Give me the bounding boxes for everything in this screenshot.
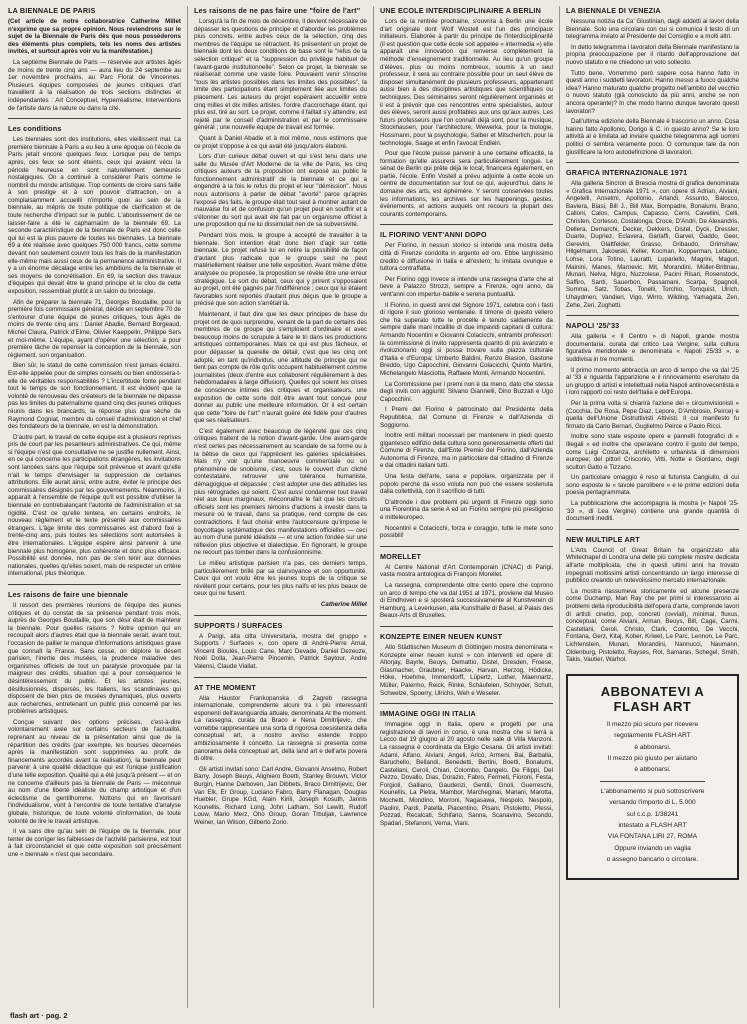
ad-detail-line: sul c.c.p. 1/38241 bbox=[626, 810, 679, 818]
author-signature: Catherine Millet bbox=[320, 600, 367, 608]
article-paragraph: C'est également avec beaucoup de légèreté que ces cinq critiques traitent de la notion d'avant-garde. Une avant-garde n'est certes pas nécessairement au scandale de sa forme ou à la bêtise de ceux qui l'apprécient les galeries spécialisées. Mais n'y voir qu'une manoeuvre commerciale ou un phénomène de snobisme, c'est, sous le couvert d'un cliché contestataire, retrouver une tolérance humaniste, démagogique et dépassée ; c'est adopter une des attitudes les plus rétrogrades qui soient. C'est aussi condamner tout travail réel aux lieux marginaux, méconnaître le fait que les circuits officiels sont les premiers témoins d'actions à investir dans la mesure où le travail, dans sa pratique, rend compte de ces contradictions. Il faut choisir entre l'autocensure qu'impose le boycottage systématique des manifestations officielles — ceci au nom d'une pureté idéaliste — et une action fondée sur une réflexion plus objective et dialectique. En l'ignorant, le groupe ne recourt pas tomber dans la confusionnisme. bbox=[194, 427, 367, 557]
ad-line: è abbonarsi. bbox=[634, 743, 671, 751]
ad-line: Il mezzo più sicuro per ricevere bbox=[606, 720, 699, 728]
ad-detail-line: o assegno bancario o circolare. bbox=[606, 856, 699, 864]
article-paragraph: I Premi del Fiorino è patrocinato dal Presidente della Repubblica, dal Comune di Firenze e dall'Azienda di Soggiorno. bbox=[380, 406, 553, 429]
section-rule bbox=[380, 703, 553, 704]
article-heading: IMMAGINE OGGI IN ITALIA bbox=[380, 709, 476, 719]
section-rule bbox=[194, 615, 367, 616]
article-heading: Les raisons de ne pas faire une "foire de l'art" bbox=[194, 6, 361, 15]
column-3 bbox=[380, 6, 553, 1008]
ad-divider bbox=[600, 781, 704, 782]
article-paragraph: Un particolare omaggio è reso al futurista Cangiullo, di cui sono esposte le « tavole parolibere » e le prime edizioni della poesia pentagrammata. bbox=[566, 474, 739, 497]
article-paragraph: (Cet article de notre collaboratrice Catherine Millet n'exprime que sa propre opinion. Nous reviendrons sur le sujet de la Biennale de Paris dès que nous possèderons des éléments plus complets, tels les noms des artistes invités, et surtout après voir vu la manifestation.) bbox=[8, 18, 181, 56]
article-paragraph: Per Fiorino oggi invece si intende una rassegna d'arte che al tieve a Palazzo Strozzi, sempre a Firenze, ogni anno, da vent'anni con impertur-babile e serena puntualità. bbox=[380, 275, 553, 298]
article-paragraph: Per la prima volta si chiarirà l'azione dei « circumvisionisti » (Cocchia, De Rosa, Pepe Diaz, Lepore, D'Ambrosio, Peirce) e quella dell'Unione Distruttivisti Attivisti. Il cui manifesto fu firmato da Carlo Bernari, Guglielmo Peirce e Paolo Ricci. bbox=[566, 399, 739, 430]
article-paragraph: Una festa dell'arte, sana e popolare, organizzata per il popolo perchè da esso voluta non può che essere sostenuta dalla collettività, con il sacrificio di tutti. bbox=[380, 473, 553, 496]
article-paragraph: A Parigi, alla citta Universitaria, mostra del gruppo « Supports / Surfaces », con opere di André-Pierre Arnal, Vincent Bioulès, Louis Cane, Marc Devade, Daniel Dezeuze, Noël Dolla, Jean-Pierre Pincemin, Patrick Saytour, André Valensi, Claude Viallat. bbox=[194, 632, 367, 670]
article-paragraph: Alla galleria Sincron di Brescia mostra di grafica denominata « Grafica Internazionale 1971 », con opere di Adrian, Alviani, Angelelli, Anselmi, Apollonio, Arlandi, Assunto, Balocco, Baviera, Biasi, Bill J., Bill Max, Bompadre, Bonalumi, Brano, Calloni, Calos, Campus, Capasso, Cerni, Cavellini, Celli, Christen, Cortesso, Costalonga, Croce, D'Andri, De Alexandris, Dellera, Demarchi, Decker, Dekkers, Distel, Dyck, Dressler, Duarte, Dupriez, Eclavera, Garlaffi, Garvel, Gaddo, Geer, Gerevini, Glattfelder, Grasso, Gribaudo, Grimshaw, Hilgelmann, Jakowski, Keller, Kocman, Kopperman, Leblanc, Lohse, Lora Totino, Lauratti, Lupariello, Magrini, Maguri, Mainini, Manes, Marnevic, Mit, Morandini, Müller-Brittnau, Munari, Nelva, Nigro, Nuzzolese, Pacini Risari, Rosenstock, Saffiro, Santi, Sauerbon, Passamani, Scarpa, Spagnoli, Summa, Satz, Tobas, Tonelli, Torchio, Tornquist, Ulrich, Uhaydmen, Vandieri, Vigo, Wirro, Wilding, Yamagata, Zen, Zehe, Zeri, Zughetti. bbox=[566, 180, 739, 309]
article-paragraph: Maintenant, il faut dire que les deux principes de base du projet ont de quoi surprendre, venant de la part de certains des membres de ce groupe qui s'emploient d'ordinaire et avec beaucoup moins de scrupule à faire le tri dans les productions artistiques contemporaines. Mais ce qui est plus fâcheux, et pour dépasser la querelle de détail, c'est que les cinq ont adopté, en tant qu'individus, une attitude de principe qui ne tient pas compte de rôle qu'ils occupent habituellement comme journalistes (deux d'entre eux collaborent régulièrement à des hebdomadaires à large diffusion). Quelles qui soient les crises de conscience intimes des critiques et organisateurs, une exposition de cette sorte doit être avant tout conçue pour donner au public une meilleure information. Or il est certain que cette "foire de l'art" n'aurait guère été fidèle pour d'autres que ses réalisateurs. bbox=[194, 310, 367, 425]
article-paragraph: La Commissione per i premi non è da meno, dato che stessa degli inviti con aggiunti: Silvano Giannelli, Dino Buzzati e Ugo Capocchini. bbox=[380, 380, 553, 403]
section-rule bbox=[566, 162, 739, 163]
article-heading: Les raisons de faire une biennale bbox=[8, 589, 129, 599]
article-heading: AT THE MOMENT bbox=[194, 682, 256, 692]
article-paragraph: Tutto bene. Vorremmo però sapere cosa hanno fatto in questi anno i suddetti lavoratori. Hanno messo a fuoco qualche idea? Hanno maturato qualche progetto nell'ambito del vecchio o nuovo statuto (già conosciuto da più anni, anche se non ancora operante)? In che modo hanno dunque lavorato questi lavoratori? bbox=[566, 69, 739, 115]
article-paragraph: Alla Haustor Frankopanska di Zagreb rassegna internazionale, comprendente alcuni tra i più interessanti esponenti dell'avanguardia attuale, denominata At the moment. La rassegna, curata da Braco e Nena Dimitrijevic, che vorrebbe rappresentare una sorta di rigorosa coesistenza della conceptual art, a nostro avviso estende troppo ambiziosamente il concetto. La rassegna si presenta come panorama della conceptual art, della land art e dell'arte povera di oltre. bbox=[194, 694, 367, 763]
section-rule bbox=[194, 677, 367, 678]
column-1 bbox=[8, 6, 181, 1008]
article-paragraph: Per Fiorino, in nessun storico si intende una mostra della città di Firenze condotta in argento ed oro. Ebbe larghissimo credito e diffusione in Italia e all'estero; fu imitata ovunque e tuttora contraffatta. bbox=[380, 242, 553, 273]
article-heading: IL FIORINO VENT'ANNI DOPO bbox=[380, 230, 487, 240]
article-paragraph: Allo Städtischen Museum di Göttingen mostra denominata « Konzepte einer neuen kunst » con interventi ed opere di: Altorjay, Bayrle, Beuys, Demattio, Distel, Dresden, Froese, Glasmacher, Graubner, Haacke, Harvan, Herzog, Hödicke, Höke, Hoehme, Immendorff, Lüpertz, Luther, Maennartz, Müller, Palermo, Reick, Rinke, Schäufelen, Schnyder, Schult, Schwelze, Spoerry, Ulrichs, Weh e Weseler. bbox=[380, 643, 553, 697]
section-rule bbox=[380, 546, 553, 547]
ad-detail-line: VIA FONTANA LIRI 27, ROMA bbox=[607, 833, 698, 841]
ad-line: è abbonarsi. bbox=[634, 766, 671, 774]
article-paragraph: Lors d'un curieux débat ouvert et qui s'est tenu dans une salle du Musée d'Art Moderne de la ville de Paris, les cinq critiques auteurs de la proposition ont exposé au public le fonctionnement administratif de la biennale et ce qui a engendré à la fois le refus du projet et leur "démission". Nous nous autorisons à parler de débat "avorté" parce qu'après l'exposé des faits, le groupe était tout seul à montrer autant de mauvaise foi et de confusion qu'un projet peut en souffrir et à s'étonner du sort qui avait été fait par un organisme officiel à une proposition qui ne lui dissimulait rien de sa subversivité. bbox=[194, 153, 367, 229]
ad-detail-line: Oppure inviando un vaglia bbox=[614, 844, 691, 852]
article-heading: GRAFICA INTERNAZIONALE 1971 bbox=[566, 168, 688, 178]
article-paragraph: Conçue suivant des options précises, c'est-à-dire volontairement axée sur certains secteurs de l'actualité, reprenant au niveau de la présentation ainsi que de la répartition des crédits (par exemple, les bourses décernées après la manifestation sont supprimées au profit de financements accordés avant la réalisation), la biennale peut parvenir à une qualité didactique qui est l'unique justification d'une telle exposition. Qualité qui a été jusqu'à présent — et on ne concerne d'ailleurs pas la biennale de Paris — méconnue au nom d'une liberté idéaliste du champ artistique et d'un éclectisme de gentilhomme. Nottons qui en favorisant l'individualisme, vont à l'encontre de toute tentative d'analyse globale, historique, de toute volonté d'information, de toute volonté de lire le travail artistique. bbox=[8, 718, 181, 825]
article-heading: KONZEPTE EINER NEUEN KUNST bbox=[380, 631, 503, 641]
article-paragraph: Nessuna notizia da Ca' Giustinian, dagli addetti ai lavori della Biennale. Solo una circolare con cui si comunica il testo di un telegramma inviato al Presidente del Consiglio e a molti altri. bbox=[566, 18, 739, 41]
section-rule bbox=[566, 315, 739, 316]
article-paragraph: La mostra riassumeva storicamente ed alcune presenze come Duchamp, Man Ray che per primi si interessarono ai problemi della riproducibilità dell'opera d'arte, comprende lavori di artisti cinetici, pop, concreti (ovviali), minimal, fluxus, conceptual, come Alviani, Arman, Beuys, Bill, Cage, Carmi, Castellani, Ceroli, Christo, Clark, Colombo, De Vecchi, Fontana, Gerz, Kitaj, Kober, Kriwet, Le Parc, Lennon, Le Parc, Lichtenstein, Munari, Morandini, Nannucci, Naumann, Oldenburg, Pistoletto, Rayses, Rot, Samaras, Schegel, Smith, Takis, Vautier, Warhol. bbox=[566, 587, 739, 664]
article-paragraph: Quant à Daniel Abadie et à moi même, nous estimons que ce projet s'oppose à ce qui avait été jusqu'alors élaboré. bbox=[194, 134, 367, 150]
column-divider bbox=[373, 6, 374, 1008]
section-rule bbox=[380, 224, 553, 225]
article-paragraph: Dall'ultima edizione della Biennale è trascorso un anno. Cosa hanno fatto Apollonio, Dorigo & C. in questo anno? Se le loro attività al è limitata ad inviare qualche telegramma agli uomini politici ci sembra veramente poco. O comunque tale da non giustificare la loro autodefinizione di lavoratori. bbox=[566, 118, 739, 156]
section-rule bbox=[566, 529, 739, 530]
column-divider bbox=[559, 6, 560, 1008]
article-paragraph: Immagine oggi in Italia, opere e progetti per una registrazione di lavori in corso, è una mostra che si terrà a Lecco dal 19 giugno al 20 agosto nelle sale di Villa Manzoni. La rassegna è coordinata da Eligio Cesana. Gli artisti invitati: Adami, Alfano, Alviani, Angeli, Aricò, Armeni, Bai, Barballa, Baruchello, Bellandi, Benedetti, Bertini, Boetti, Bonalumi, Castellani, Ceroli, Chiari, Colombo, Dangelo, De Filippi, Del Pezzo, Dovallo, Dias, Dorazio, Fabro, Fermeti, Fioroni, Festa, Forgioli, Galliano, Gaudenzi, Gentili, Gnoli, Guerreschi, Kounellis, La Pietra, Mambor, Marcheginai, Mariani, Marotta, Mochetti, Mondino, Morroni, Nagasawa, Nespolo, Nespolo, Paolini, Pardi, Patella, Piacentino, Pisani, Pistoletto, Plessi, Pozzati, Recalcati, Schifano, Sanna, Scanavino, Secondo, Spadari, Stefanoni, Verna, Viani. bbox=[380, 721, 553, 827]
article-paragraph: Lorsqu'à la fin de mois de décembre, il devient nécessaire de dépasser les questions de principe et d'aborder les problèmes plus concrets, entre autres ceux de la sélection, cinq des membres de l'équipe se rétractent. Ils présentent un projet de biennale dont les deux conditions de base sont le "refus de la sélection critique" et la "suppression du privilège habituel de l'avant-garde institutionnelle". Selon ce projet, la biennale se réaliserait comme une vaste foire. Pouvaient venir s'inscrire "tous les artistes possibles dans les limites des possibles", la limite des participations étant simplement liée aux limites du placement. Les auteurs du projet espéraient accueillir entre cinq milles et dix milles artistes. l'ordre d'accrochage étant, qui plus est, tiré au sort. Le projet, comme il faillait s'y attendre, est rejeté par le conseil d'administration et par le commissaire général ; une nouvelle équipe de travail est formée. bbox=[194, 18, 367, 132]
article-paragraph: Alla galleria « Il Centro » di Napoli, grande mostra documentaria, curata dal critico Lea Vergine, sulla cultura figurativa meridionale e denominata « Napoli 25/33 », e suddivisa in tre momenti. bbox=[566, 333, 739, 363]
article-paragraph: Al Centre National d'Art Contemporain (CNAC) di Parigi, vasta mostra antologica di François Morellet. bbox=[380, 563, 553, 579]
article-paragraph: D'autre part, le travail de cette équipe est à plusieurs reprises pris de court par les pesanteurs administratives. Ce qui, même si l'équipe n'est que consultative ne se justifie nullement. Ainsi, en ce qui concerne les participations étrangères, les invitations sont lancées sans que l'équipe soit prévenue et avant qu'elle n'ait le temps d'envisager la suppression de certaines attributions. Elle aurait ainsi, entre autre, éviter le principe des commissaires désignés par les gouvernements. Néanmoins, il apparaît à l'ensemble de l'équipe qu'il est possible d'utiliser la biennale en contrebalançant l'autorité de l'administration et sa rigidité. C'est ce qu'elle tentera, en certains endroits, le nouveau règlement et le texte présenté aux commissaires étrangers. L'âge limite des commissaires est d'abord fixé à trente-cinq ans, puis toutes les sélections sont autorisées à être internationales. L'équipe espère ainsi parvenir à une biennale plus homogène, plus cohérente et donc plus efficace. Possibilité est donnée, non pas de s'en tenir aux données nationales, quelles qu'elles soient, mais de respecter un critère international, plus théorique. bbox=[8, 433, 181, 578]
article-paragraph: Il ressort des premières réunions de l'équipe des jeunes critiques et du constat de sa présence pendant trois mois, auprès de Georges Boudaille, que son désir était de maintenir la biennale. Pour quelles raisons ? Notre opinion qui en recoupait alors d'autres était que la biennale serait, avant tout, l'occasion de pallier le manque d'informations artistiques grave que connaît la France. Sans cesse, on déplore le désert parisien, l'inertie des musées, la prudence maladive des organismes officiels de tout un paralysie provoquée par la maigreur des crédits, situation qui a pour conséquence le désintéressement du public. Et les artistes jeunes, désillusionnés, dispersés, les Italiens, les scandinaves qui disposent de bien plus de musées dynamiques, plus ouverts aux recherches, entretenant un public plus concerné par les problèmes artistiques. bbox=[8, 601, 181, 716]
ad-line: regolarmente FLASH ART bbox=[614, 732, 691, 740]
ad-detail-line: intestato a FLASH ART bbox=[618, 822, 687, 829]
article-paragraph: La rassegna, comprendente oltre cento opere che coprono un arco di tempo che va dal 1951 al 1971, proviene dal Museo di Eindhoven e si sposterà successivamente al Kunstverein di Hamburg, a Leverkusen, alla Kunsthalle di Basel, al Palais des Beaux-Arts di Bruxelles. bbox=[380, 582, 553, 620]
article-heading: UNE ECOLE INTERDISCIPLINAIRE A BERLIN bbox=[380, 6, 542, 15]
ad-detail-line: versando l'importo di L. 5.000 bbox=[609, 799, 696, 807]
column-divider bbox=[187, 6, 188, 1008]
article-paragraph: La pubblicazione che accompagna la mostra (« Napoli '25-'33 », di Lea Vergine) contiene una grande quantità di documenti inediti. bbox=[566, 500, 739, 523]
article-heading: Les conditions bbox=[8, 124, 62, 134]
article-paragraph: Afin de préparer la biennale 71, Georges Boudaille, pour la première fois commissaire général, décide en septembre 70 de s'entourer d'une équipe de jeunes critiques, tous âgés de moins de trente cinq ans : Daniel Abadie, Bernard Borgeaud, Michel Claura, Patrick d'Elme, Olivier Kaeppelin, Philippe Sers et moi-même. L'équipe, ayant d'opérer une sélection, a pour première tâche de repenser la conception de la biennale, son règlement, son organisation. bbox=[8, 298, 181, 359]
ad-title: ABBONATEVI A FLASH ART bbox=[600, 683, 705, 714]
article-paragraph: D'altronde i due problemi più urgenti di Firenze oggi sono una Fiorentina da serie A ed un Fiorino sempre più prestigioso e mitteleuropeo. bbox=[380, 498, 553, 522]
magazine-page bbox=[8, 6, 739, 1008]
article-heading: SUPPORTS / SURFACES bbox=[194, 620, 283, 630]
article-heading: LA BIENNALE DE PARIS bbox=[8, 6, 96, 15]
article-paragraph: Gli artisti invitati sono: Carl Andre, Giovanni Anselmo, Robert Barry, Joseph Beuys, Alighiero Boetti, Stanley Brouwn, Victor Burgin, Hanne Darboven, Jan Dibbets, Braco Dimitrijevic, Ger Van Elk, Er Group, Luciano Fabro, Barry Flanagan, Douglas Huebler, Grupe KGd, Alain Kirili, Joseph Kosuth, Jannis Kounellis, Richard Long, John Latham, Sol Lewitt, Rudolf Louw, Mario Merz, Oho Group, Goran Trbuljak, Lawrence Weiner, Ian Wilson, Gilberto Zorio. bbox=[194, 765, 367, 826]
article-paragraph: Pendant trois mois, le groupe a accepté de travailler à la biennale. Son intention était donc bien d'agir sur cette biennale. Le projet refusé lui en retire la possibilité de façon d'autant plus radicale que le groupe seul ne peut matériellement réaliser une telle exposition. Avant même d'être analysée ou proposée, la proposition se révèle être une erreur stratégique. Le sort du débat, ceux qui y prirent s'opposaient au projet, ont été gagnés par l'indifférence ; ceux qui lui étaient favorables sont reportés d'autant plus déçus que le groupe a précisé que son action s'arrêtait là. bbox=[194, 232, 367, 308]
article-heading: NAPOLI '25/'33 bbox=[566, 321, 620, 331]
article-paragraph: L'Arts Council of Great Britain ha organizzato alla Whitechapel di Londra una delle più complete mostre dedicata all'arte moltiplicata, che in questi ultimi anni ha trovato impegnati moltissimi artisti concentrando un largo interesse di pubblico creando un notevolissimo mercato internazionale. bbox=[566, 546, 739, 585]
article-paragraph: Lors de la rentrée prochaine, s'ouvrira à Berlin une école d'art originale dont Wolf Wostell est l'un des principaux initiateurs. Elaborée à partir du principe de l'interdisciplinarité (il est question que cette école soit appelée « intermedia ») elle apparaît une innovation qui renverse complètement la méthode d'enseignement traditionnelle. Au lieu qu'un groupe d'élèves, plus ou moins nombreux, soumis à un seul professeur, il sera au contraire possible pour un seul élève de disposer simultanément de plusieurs professeurs, appartenant aussi bien à des disciplines artistiques que scientifiques ou techniques. Des séminaires seront régulièrement organisés et il est à prévoir que ces rencontres entre spécialistes, autour des élèves, seront aussi profitables aux uns qu'aux autres. Les futurs professeurs que l'on connaît déjà sont, pour la musique, Stockhausen, pour l'architecture, Wewerka, pour la biologie, Hossmann, pour la psychologie, Salber et Mitscherlich, pour la technologie, Saage et enfin l'avocat Endlein. bbox=[380, 18, 553, 147]
article-paragraph: La septième Biennale de Paris — réservée aux artistes âgés de moins de trente cinq ans — aura lieu du 24 septembe au 1er novembre prochains, au Parc Floral de Vincennes. Plusieurs équipes composées de jeunes critiques d'art travaillent à la réalisation de trois sections distinctes et indépendantes : Art Conceptuel, Hyperréalisme, Interventions de l'artiste dans la nature ou dans la cité. bbox=[8, 58, 181, 112]
article-paragraph: Les biennales sont des institutions, elles vieillissent mal. La première biennale à Paris a eu lieu à une époque où l'école de Paris jetait encore quelques feux. Lorsque peu de temps après, ces feux se sont éteints, ceux qui avaient vécu la période heureuse en sont naturellement demeurés nostalgiques. On a continué à considérer Paris comme le nombril du monde artistique. Trop contents de croire sans faille à son prestige et à son pouvoir d'attraction, on a complaisamment accueilli n'importe quoi au sein de la biennale, au mépris de toute politique de clarification et de toute recherche d'impact sur le public. L'aboutissement de ce laisser-faire a été le capharnaüm de la biennale 69. La seconde caractéristique de la biennale de Paris est donc celle qui lui est la plus pauvre de toutes les biennales. La biennale 69 a été réalisée avec quelques 750 000 francs, cette somme devant non seulement couvrir tous les frais de la manifestation elle-même mais aussi ceux de la permanence administrative. Il y a un énorme décalage entre les ambitions de la biennale et ses moyens de concrétisation. En 69, la section des travaux d'équipes qui devait être le grand principe et le clou de cette exposition, ressemblait plutôt à un salon du bricolage. bbox=[8, 136, 181, 295]
article-heading: LA BIENNALE DI VENEZIA bbox=[566, 6, 661, 15]
article-paragraph: Il va sans dire qu'au sein de l'équipe de la biennale, pour tenter de corriger les faiblesses de l'activité parisienne, est tout à fait circonstanciel et que cette exposition soit précisément une « biennale » n'est que secondaire. bbox=[8, 828, 181, 858]
section-rule bbox=[380, 626, 553, 627]
column-2 bbox=[194, 6, 367, 1008]
article-paragraph: Il primo momento abbraccia un arco di tempo che va dal '25 al '33 e riguarda l'apparizione e il rinnovamento esercitato da un gruppo di artisti e intellettuali nella Napoli antinovecentista e i loro rapporti coi resto dell'Italia e dell'Europa. bbox=[566, 366, 739, 397]
section-rule bbox=[8, 584, 181, 585]
column-4 bbox=[566, 6, 739, 1008]
article-heading: MORELLET bbox=[380, 551, 422, 561]
article-paragraph: Inoltre enti militari nocessari per mantenere in piedi questo gigantesco edifizio della cultura sono generosamente offerti dal Comune di Firenze, dall'Ente Premio del Fiorino, dall'Azienda Autonoma di Firenze, ma in particolare dal cittadino di Firenze e dai cittadini italiani tutti. bbox=[380, 432, 553, 470]
article-paragraph: Inoltre sono state esposte opere e pannelli fotografici di « Illegali » ed inoltre che operavano contro il gusto del tempo, come Luigi Costanza, architetto e urbanista di dimensioni europee; del pittori Crisconio, Vitti, Notte e Giordano, degli scultori Gatto e Tizzano. bbox=[566, 433, 739, 471]
article-paragraph: Bien sûr, le statut de cette commission n'est jamais éclairci. Est-elle appelée pour de simples conseils ou bien endossera-t-elle de véritables responsabilités ? L'incertitude fonte pendant tout le temps de son fonctionnement. Il est évident que la volonté de renouveau des créateurs de la biennale ne dépasse pas les limites du paternalisme quand cinq des jeunes critiques réunis dans les brancards, la réponse plus que sèche de Raymond Cogniat, membre du conseil d'administration et chef des fondateurs de la biennale, en est la démonstration. bbox=[8, 362, 181, 431]
article-paragraph: Nocentini e Colacicchi, forza e coraggio, tutte le mete sono possibili! bbox=[380, 524, 553, 540]
article-paragraph: Le milieu artistique parisien n'a pas, ces derniers temps, particulièrement brillé par sa clairvoyance et son opportunité. Ceux qui ont voulu être les jeunes loups de la critique se révèlent pour certains, pour les plus naïfs et les plus beaux de ceux qui ne fusent. bbox=[194, 559, 367, 598]
article-paragraph: Il Fiorino, in questi anni del Signore 1971, celebra con i fasti di rigore il suo glorioso ventenale. Il timone di questo veliero che ha superato tutte le procelle è tenuto saldamente da sempre dalle mani incallite di due impavidi capitani di cultura: Armando Nocentini e Giovanni Colacicchi, entrambi professori: la commissione di invito rappresenta quanto di più avanzato e rivoluzionario oggi si possa trovare sulla piazza culturale d'Italia e d'Europa: Umberto Baldini, Renzo Biasion, Gastone Breddo, Ugo Capocchini, Giovanni Colacicchi, Quinto Martini, Michelangelo Masciotta, Raffaele Monti, Armando Nocentini. bbox=[380, 301, 553, 377]
ad-line: Il mezzo più giusto per aiutarlo bbox=[607, 754, 698, 762]
article-paragraph: In detto telegramma i lavoratori della Biennale manifestano la propria preoccupazione per il ritardo dell'approvazione del nuovo statuto e ne chiedono un voto sollecito. bbox=[566, 43, 739, 66]
ad-detail-line: L'abbonamento si può sottoscrivere bbox=[600, 787, 705, 795]
section-rule bbox=[8, 118, 181, 119]
page-footer: flash art · pag. 2 bbox=[10, 1011, 68, 1020]
subscription-ad-box bbox=[566, 674, 739, 880]
article-heading: NEW MULTIPLE ART bbox=[566, 534, 640, 544]
article-paragraph: Pour que l'école puisse parvenir à une certaine efficacité, la formation qu'elle assurera sera particulièrement longue. Le sénat de Berlin qui prête déjà le local, financera également, en partie, l'école. Enfin Vostell a prévu adjointe à cette école un centre de documentation sur tout ce qui, aujourd'hui, dans le domaine des arts, est éphémère. Y seront conservées toutes les informations, les archives sur les happenings, gestes, événements, et actions auquels ont recours la plupart des courants contemporains. bbox=[380, 150, 553, 218]
